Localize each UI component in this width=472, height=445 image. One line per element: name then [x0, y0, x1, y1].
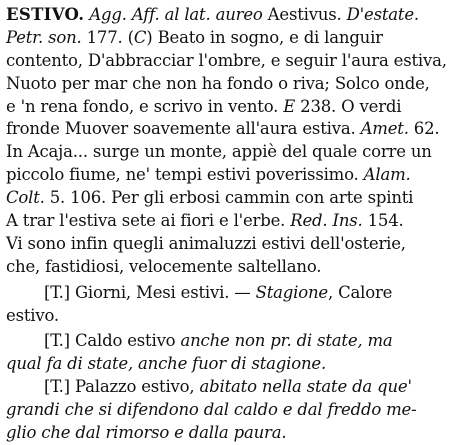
entry-line-13	[6, 282, 468, 305]
entry-line-11	[6, 233, 468, 256]
text-run: 5. 106. Per gli erbosi cammin con arte spinti	[44, 188, 414, 208]
entry-line-9	[6, 187, 468, 210]
text-run: 154.	[362, 211, 404, 231]
text-run: [T.] Giorni, Mesi estivi. —	[44, 282, 256, 302]
text-run: anche non pr. di state, ma	[180, 331, 393, 351]
dictionary-entry	[6, 4, 468, 445]
entry-line-5	[6, 96, 468, 119]
text-run: 177. (	[81, 27, 134, 47]
text-run: 62.	[408, 119, 440, 139]
text-run: E	[283, 96, 296, 116]
text-run: C	[133, 27, 147, 47]
text-run: abitato nella state da que'	[199, 377, 412, 397]
entry-line-8	[6, 164, 468, 187]
text-run: Nuoto per mar che non ha fondo o riva; Solco onde,	[6, 73, 430, 93]
entry-line-1	[6, 4, 468, 27]
text-run: A trar l'estiva sete ai fiori e l'erbe.	[6, 211, 291, 231]
text-run: D'estate.	[346, 5, 419, 24]
text-run: Agg. Aff. al lat. aureo	[89, 5, 263, 24]
text-run: qual fa di state, anche fuor di stagione.	[6, 354, 327, 374]
entry-line-18	[6, 399, 468, 422]
entry-line-14	[6, 305, 468, 328]
entry-line-7	[6, 141, 468, 164]
text-run: Red. Ins.	[290, 211, 363, 231]
entry-line-2	[6, 27, 468, 50]
text-run: Colt.	[6, 188, 45, 208]
entry-line-4	[6, 73, 468, 96]
text-run: ) Beato in sogno, e di languir	[146, 27, 383, 47]
text-run: estivo.	[6, 305, 59, 325]
text-run: Amet.	[360, 119, 409, 139]
entry-line-15	[6, 330, 468, 353]
text-run: glio che dal rimorso e dalla paura.	[6, 423, 287, 443]
text-run: Petr. son.	[6, 27, 82, 47]
text-run: Aestivus.	[262, 5, 347, 24]
text-run: Alam.	[363, 165, 411, 185]
text-run: , Calore	[327, 282, 393, 302]
entry-line-6	[6, 118, 468, 141]
text-run: piccolo fiume, ne' tempi estivi poverissimo.	[6, 165, 364, 185]
entry-line-16	[6, 353, 468, 376]
text-run: [T.] Palazzo estivo,	[44, 377, 200, 397]
text-run: fronde Muover soavemente all'aura estiva.	[6, 119, 361, 139]
text-run: grandi che si difendono dal caldo e dal freddo me-	[6, 400, 417, 420]
text-run: In Acaja... surge un monte, appiè del quale corre un	[6, 142, 432, 162]
text-run: 238. O verdi	[295, 96, 402, 116]
entry-line-17	[6, 376, 468, 399]
entry-line-19	[6, 422, 468, 445]
text-run: contento, D'abbracciar l'ombre, e seguir l'aura estiva,	[6, 50, 447, 70]
entry-line-12	[6, 256, 468, 279]
text-run: [T.] Caldo estivo	[44, 331, 181, 351]
entry-line-3	[6, 50, 468, 73]
text-run: e 'n rena fondo, e scrivo in vento.	[6, 96, 284, 116]
entry-line-10	[6, 210, 468, 233]
headword: ESTIVO.	[6, 5, 85, 24]
text-run: Stagione	[255, 282, 328, 302]
text-run: che, fastidiosi, velocemente saltellano.	[6, 256, 322, 276]
text-run: Vi sono infin quegli animaluzzi estivi dell'osterie,	[6, 233, 406, 253]
